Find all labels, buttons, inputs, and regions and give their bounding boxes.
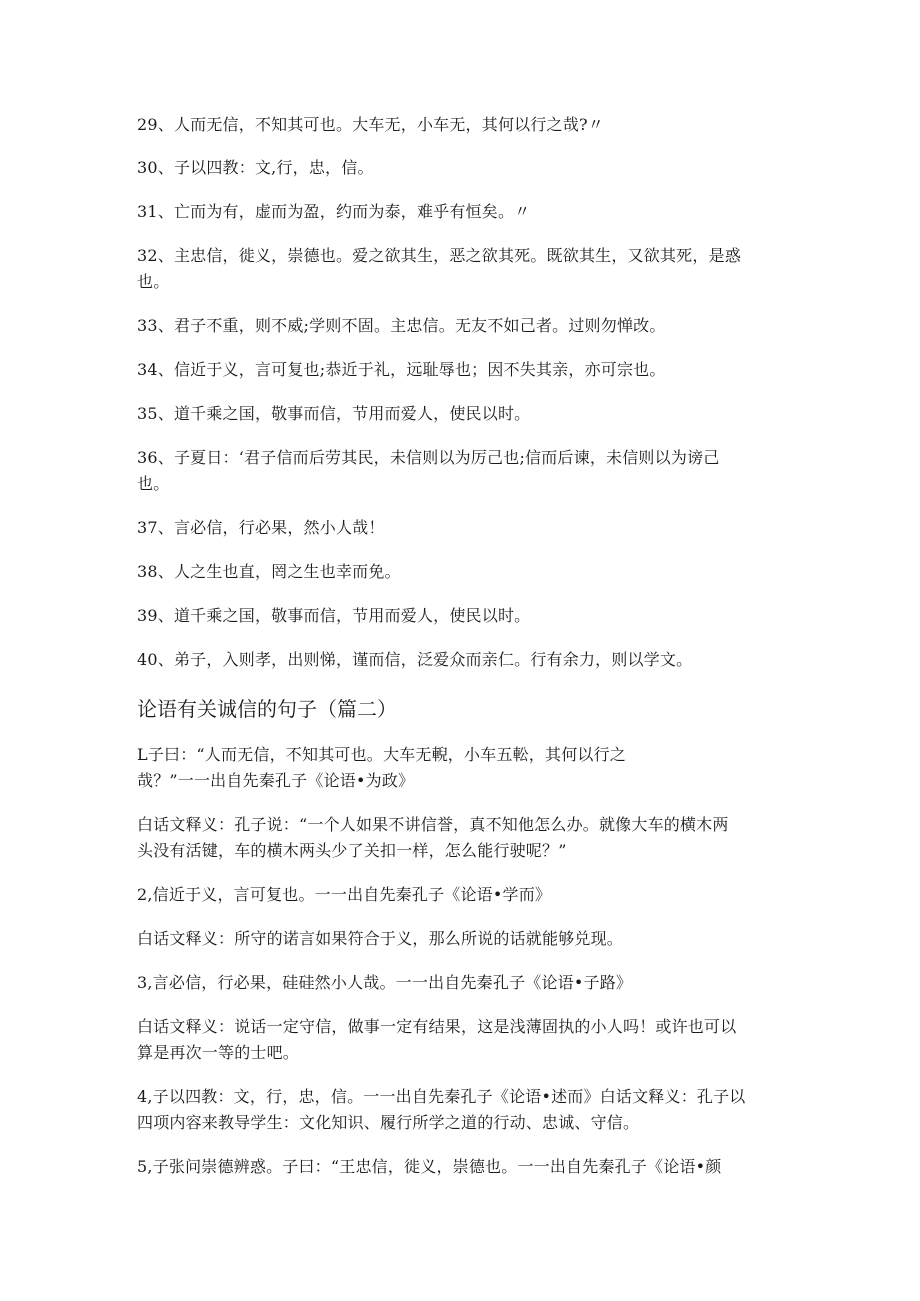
- quote-3: 3,言必信，行必果，硅硅然小人哉。一一出自先秦孔子《论语•子路》: [137, 973, 633, 992]
- explanation-3-line-1: 白话文释义：说话一定守信，做事一定有结果，这是浅薄固执的小人吗！或许也可以: [137, 1017, 737, 1036]
- list-item-36: 36、子夏日：‘君子信而后劳其民，未信则以为厉己也;信而后谏，未信则以为谤己: [137, 448, 720, 467]
- list-item-35: 35、道千乘之国，敬事而信，节用而爱人，使民以时。: [137, 404, 531, 423]
- explanation-1-line-2: 头没有活键，车的横木两头少了关扣一样，怎么能行驶呢？”: [137, 841, 567, 860]
- quote-2: 2,信近于义，言可复也。一一出自先秦孔子《论语•学而》: [137, 885, 552, 904]
- list-item-34: 34、信近于义，言可复也;恭近于礼，远耻辱也；因不失其亲，亦可宗也。: [137, 360, 666, 379]
- list-item-39: 39、道千乘之国，敬事而信，节用而爱人，使民以时。: [137, 606, 531, 625]
- quote-1-line-2: 哉？”一一出自先秦孔子《论语•为政》: [137, 771, 415, 790]
- list-item-30: 30、子以四教：文,行，忠，信。: [137, 158, 374, 177]
- explanation-2: 白话文释义：所守的诺言如果符合于义，那么所说的话就能够兑现。: [137, 929, 624, 948]
- list-item-32-cont: 也。: [137, 272, 170, 291]
- quote-1-line-1: L子曰：“人而无信，不知其可也。大车无輗，小车五䡆，其何以行之: [137, 745, 627, 764]
- explanation-1-line-1: 白话文释义：孔子说：“一个人如果不讲信誉，真不知他怎么办。就像大车的横木两: [137, 815, 729, 834]
- list-item-37: 37、言必信，行必果，然小人哉！: [137, 518, 385, 537]
- list-item-29: 29、人而无信，不知其可也。大车无，小车无，其何以行之哉?〃: [137, 115, 604, 134]
- list-item-38: 38、人之生也直，罔之生也幸而免。: [137, 562, 401, 581]
- quote-5: 5,子张问崇德辨惑。子曰：“王忠信，徙义，崇德也。一一出自先秦孔子《论语•颜: [137, 1157, 722, 1176]
- explanation-3-line-2: 算是再次一等的士吧。: [137, 1043, 300, 1062]
- quote-4-line-1: 4,子以四教：文，行，忠，信。一一出自先秦孔子《论语•述而》白话文释义：孔子以: [137, 1087, 746, 1106]
- quote-4-line-2: 四项内容来教导学生：文化知识、履行所学之道的行动、忠诚、守信。: [137, 1113, 640, 1132]
- list-item-31: 31、亡而为有，虚而为盈，约而为泰，难乎有恒矣。〃: [137, 202, 531, 221]
- list-item-33: 33、君子不重，则不威;学则不固。主忠信。无友不如己者。过则勿惮改。: [137, 316, 666, 335]
- list-item-32: 32、主忠信，徙义，崇德也。爱之欲其生，恶之欲其死。既欲其生，又欲其死，是惑: [137, 246, 741, 265]
- list-item-40: 40、弟子，入则孝，出则悌，谨而信，泛爱众而亲仁。行有余力，则以学文。: [137, 650, 693, 669]
- section-heading: 论语有关诚信的句子（篇二）: [137, 697, 397, 721]
- list-item-36-cont: 也。: [137, 474, 170, 493]
